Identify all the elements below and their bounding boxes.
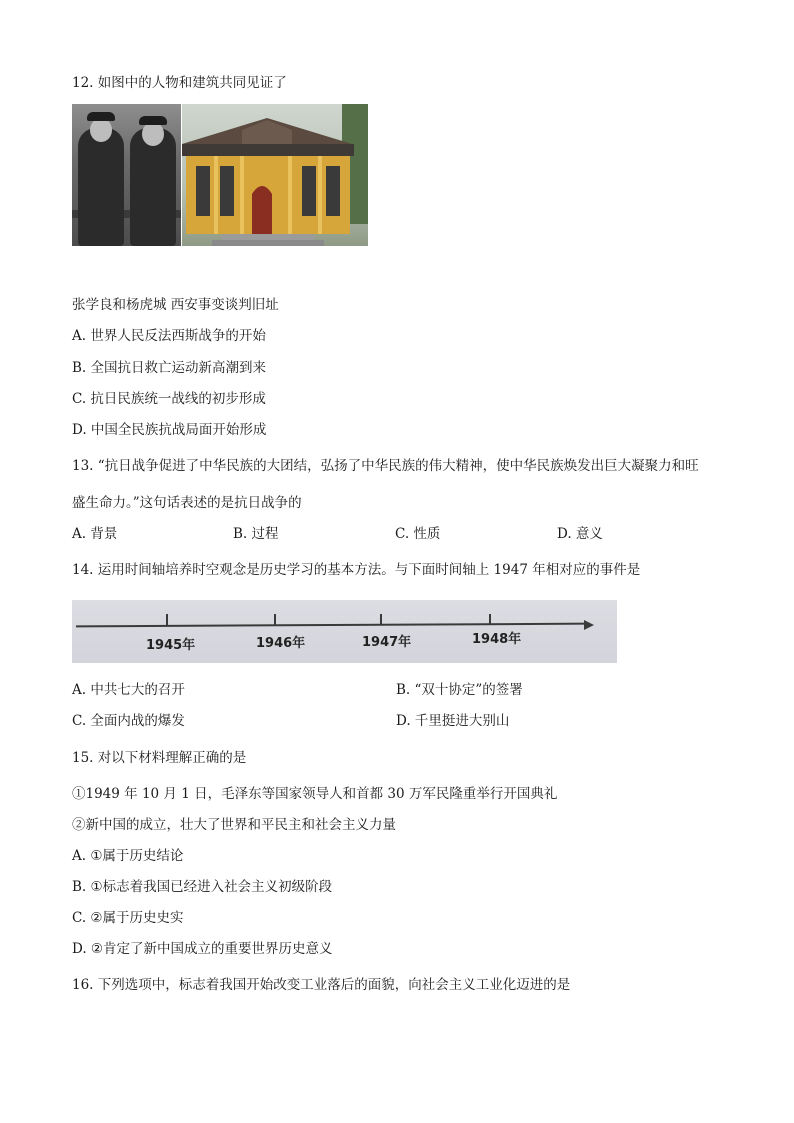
building-illustration <box>182 104 368 246</box>
q15-material-1: ①1949 年 10 月 1 日，毛泽东等国家领导人和首都 30 万军民隆重举行开国典礼 <box>72 786 558 802</box>
timeline-year-1948: 1948年 <box>472 632 522 647</box>
q13-option-d: D. 意义 <box>557 526 603 542</box>
q15-option-d: D. ②肯定了新中国成立的重要世界历史意义 <box>72 941 333 957</box>
q13-stem-line2: 盛生命力。”这句话表述的是抗日战争的 <box>72 495 302 511</box>
timeline-tick <box>489 614 491 625</box>
timeline-year-1946: 1946年 <box>256 636 306 651</box>
timeline-tick <box>274 614 276 625</box>
q12-option-d: D. 中国全民族抗战局面开始形成 <box>72 422 267 438</box>
photo-xian-incident-site <box>182 104 368 246</box>
q14-option-a: A. 中共七大的召开 <box>72 682 185 698</box>
q13-option-a: A. 背景 <box>72 526 118 542</box>
q13-option-c: C. 性质 <box>395 526 441 542</box>
timeline-year-1947: 1947年 <box>362 635 412 650</box>
timeline-year-1945: 1945年 <box>146 638 196 653</box>
q14-option-c: C. 全面内战的爆发 <box>72 713 185 729</box>
q13-stem-line1: 13. “抗日战争促进了中华民族的大团结，弘扬了中华民族的伟大精神，使中华民族焕发出巨大凝聚力和旺 <box>72 458 699 474</box>
q12-option-a: A. 世界人民反法西斯战争的开始 <box>72 328 266 344</box>
q14-stem: 14. 运用时间轴培养时空观念是历史学习的基本方法。与下面时间轴上 1947 年相对应的事件是 <box>72 562 641 578</box>
q14-option-b: B. “双十协定”的签署 <box>396 682 523 698</box>
q15-option-c: C. ②属于历史史实 <box>72 910 184 926</box>
q15-stem: 15. 对以下材料理解正确的是 <box>72 750 247 766</box>
timeline-tick <box>166 614 168 625</box>
q16-stem: 16. 下列选项中，标志着我国开始改变工业落后的面貌，向社会主义工业化迈进的是 <box>72 977 571 993</box>
q12-option-b: B. 全国抗日救亡运动新高潮到来 <box>72 360 267 376</box>
q12-caption: 张学良和杨虎城 西安事变谈判旧址 <box>72 297 279 313</box>
q12-option-c: C. 抗日民族统一战线的初步形成 <box>72 391 266 407</box>
timeline-axis <box>76 623 588 628</box>
q12-stem: 12. 如图中的人物和建筑共同见证了 <box>72 75 287 91</box>
q15-option-b: B. ①标志着我国已经进入社会主义初级阶段 <box>72 879 333 895</box>
q14-option-d: D. 千里挺进大别山 <box>396 713 510 729</box>
q13-option-b: B. 过程 <box>233 526 279 542</box>
timeline-tick <box>380 614 382 625</box>
timeline-arrow-icon <box>584 620 594 630</box>
q15-option-a: A. ①属于历史结论 <box>72 848 184 864</box>
q15-material-2: ②新中国的成立，壮大了世界和平民主和社会主义力量 <box>72 817 396 833</box>
timeline-image <box>72 600 617 663</box>
photo-zhang-yang <box>72 104 181 246</box>
